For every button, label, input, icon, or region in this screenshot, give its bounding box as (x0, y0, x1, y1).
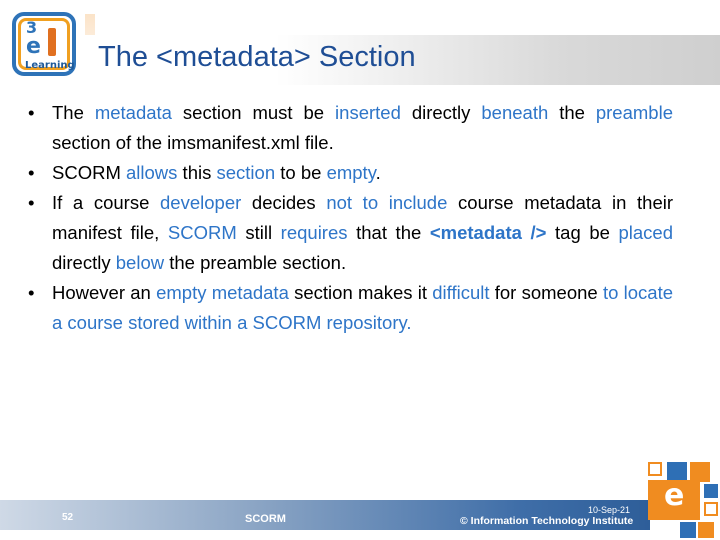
bullet-text-segment: section (216, 162, 276, 183)
logo-mark-e: e (26, 34, 41, 59)
bullet-text-segment: tag be (546, 222, 619, 243)
bullet-text-segment: SCORM (167, 222, 237, 243)
bullet-dot-icon: • (28, 282, 35, 303)
bullet-text-segment: inserted (335, 102, 401, 123)
logo-mark-3: 3 (26, 18, 38, 37)
bullet-text-segment: developer (160, 192, 242, 213)
decor-square-orange (690, 462, 710, 482)
decor-e-letter: e (664, 478, 685, 513)
bullet-text-segment: the (548, 102, 596, 123)
logo-mark-ti (48, 28, 56, 56)
bullet-text-segment: to be (275, 162, 327, 183)
bullet-text-segment: to locate a course stored within a SCORM repository. (52, 282, 674, 333)
bullet-text-segment: However an (52, 282, 157, 303)
bullet-text-segment: still (236, 222, 281, 243)
slide-number: 52 (62, 512, 74, 523)
decor-square-outline-small (704, 502, 718, 516)
bullet-dot-icon: • (28, 102, 35, 123)
bullet-text-segment: empty metadata (156, 282, 289, 303)
bullet-text-segment: allows (126, 162, 178, 183)
footer-date: 10-Sep-21 (588, 505, 631, 515)
decor-square-outline (648, 462, 662, 476)
bullet-text-segment: SCORM (52, 162, 126, 183)
bullet-text-segment: <metadata /> (429, 222, 547, 243)
bullet-text-segment: section makes it (288, 282, 433, 303)
bullet-text-segment: section must be (171, 102, 336, 123)
logo-text: Learning (25, 60, 75, 71)
bullet-text-segment: section of the imsmanifest.xml file. (52, 132, 334, 153)
footer-copyright: © Information Technology Institute (460, 515, 634, 527)
bullet-text-segment: directly (52, 252, 116, 273)
bullet-list (28, 98, 673, 338)
bullet-item (28, 98, 673, 158)
bullet-text-segment: beneath (481, 102, 549, 123)
bullet-text-segment: course metadata in their manifest file, (52, 192, 673, 243)
bullet-text-segment: below (115, 252, 165, 273)
bullet-dot-icon: • (28, 162, 35, 183)
bullet-text-segment: this (177, 162, 217, 183)
decor-square-blue-bottom (680, 522, 696, 538)
footer-topic: SCORM (245, 513, 286, 525)
bullet-text-segment: empty (326, 162, 376, 183)
bullet-item (28, 158, 673, 188)
bullet-text-segment: directly (400, 102, 482, 123)
bullet-dot-icon: • (28, 192, 35, 213)
bullet-text-segment: placed (618, 222, 673, 243)
bullet-text-segment: for someone (489, 282, 603, 303)
bullet-text-segment: difficult (432, 282, 490, 303)
bullet-item (28, 188, 673, 278)
decor-square-orange-bottom (698, 522, 714, 538)
bullet-text-segment: decides (241, 192, 327, 213)
bullet-text-segment: not to include (326, 192, 448, 213)
bullet-text-segment: preamble (595, 102, 673, 123)
bullet-text-segment: requires (280, 222, 348, 243)
page-title: The <metadata> Section (98, 41, 416, 73)
bullet-text-segment: the preamble section. (164, 252, 347, 273)
bullet-item (28, 278, 673, 338)
bullet-text-segment: The (52, 102, 95, 123)
eiti-learning-logo (8, 8, 82, 82)
slide-content (28, 98, 673, 338)
bullet-text-segment: that the (347, 222, 430, 243)
decor-square-blue-small (704, 484, 718, 498)
bullet-text-segment: If a course (52, 192, 161, 213)
bullet-text-segment: metadata (94, 102, 172, 123)
bullet-text-segment: . (375, 162, 381, 183)
